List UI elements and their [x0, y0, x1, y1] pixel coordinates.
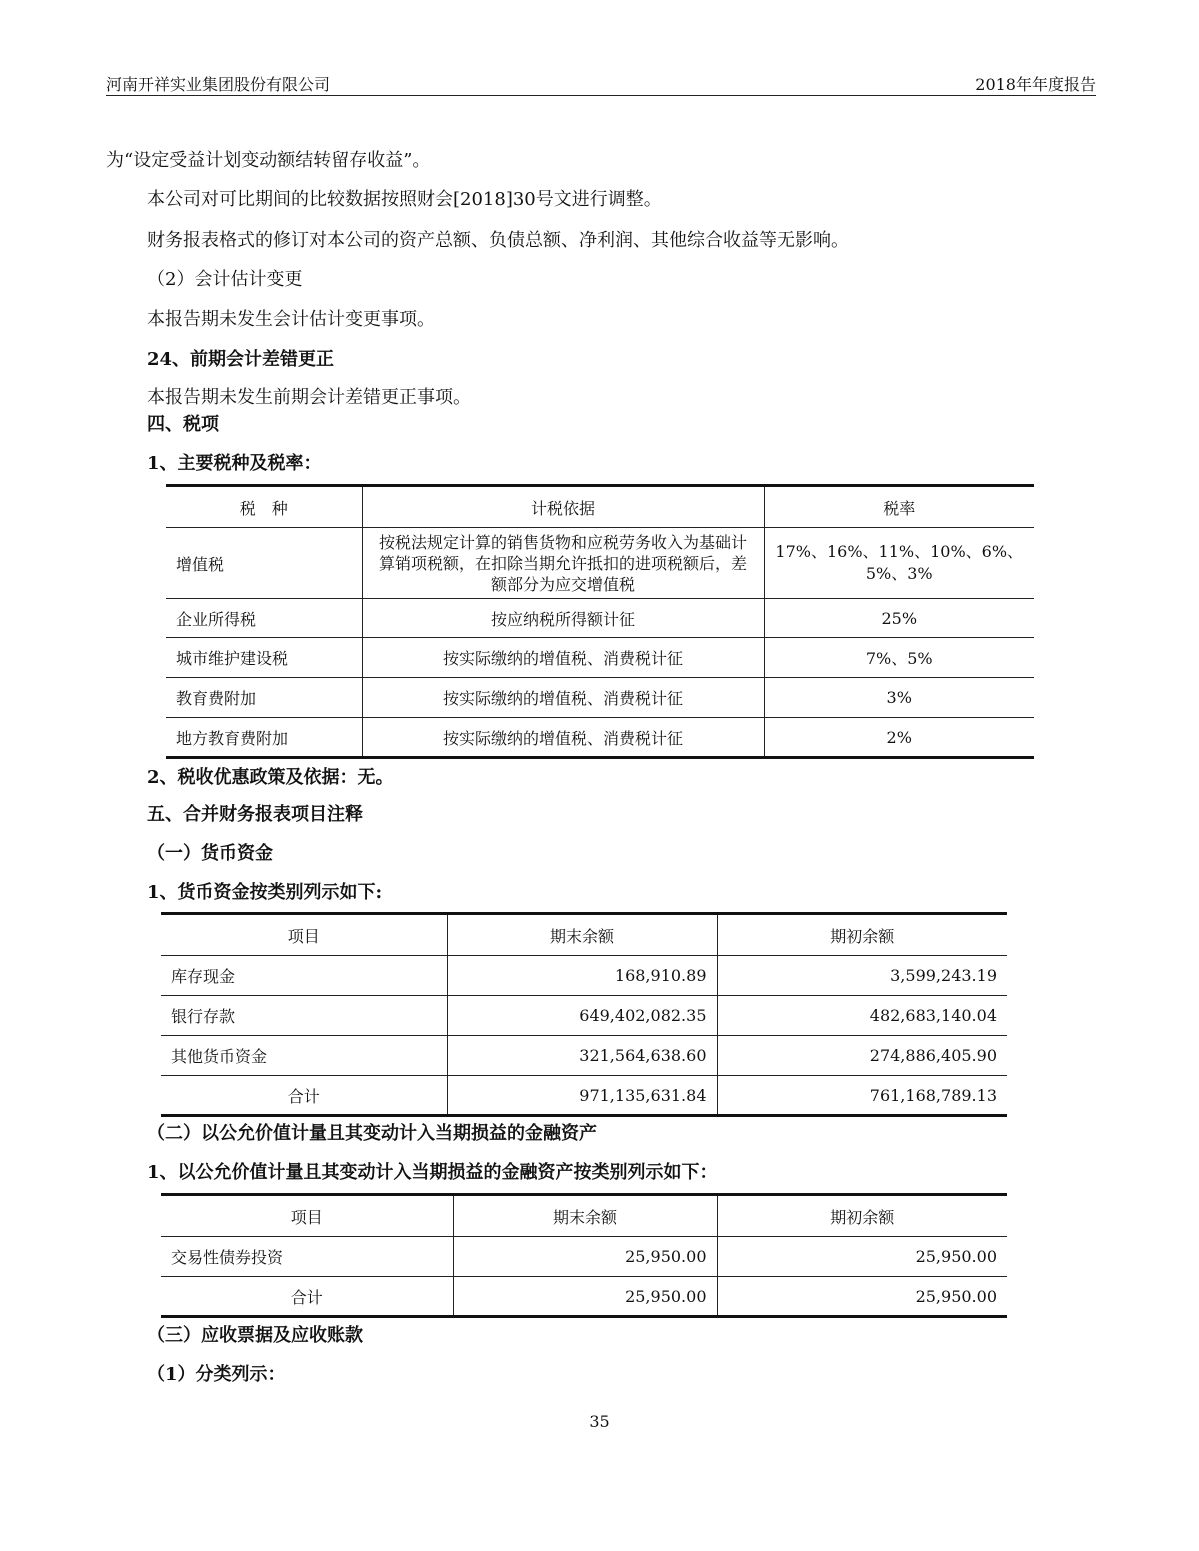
table-total-row	[161, 1076, 1007, 1116]
column-header: 期末余额	[447, 914, 717, 956]
table-row	[166, 599, 1034, 638]
table-cell: 25,950.00	[717, 1277, 1007, 1317]
table-row	[166, 528, 1034, 599]
paragraph: 本报告期未发生前期会计差错更正事项。	[147, 387, 471, 408]
page-number: 35	[589, 1412, 610, 1431]
table-cell: 合计	[161, 1277, 453, 1317]
table-cell: 按实际缴纳的增值税、消费税计征	[362, 718, 764, 758]
table-cell: 教育费附加	[166, 678, 362, 718]
subheading: （2）会计估计变更	[147, 269, 303, 290]
table-header-row	[166, 486, 1034, 528]
section-heading: 2、税收优惠政策及依据：无。	[147, 767, 394, 788]
table-cell: 按实际缴纳的增值税、消费税计征	[362, 638, 764, 678]
table-header-row	[161, 914, 1007, 956]
table-row	[161, 1237, 1007, 1277]
table-cell: 25,950.00	[453, 1277, 717, 1317]
section-heading: （1）分类列示：	[147, 1364, 286, 1385]
table-cell: 地方教育费附加	[166, 718, 362, 758]
table-cell: 企业所得税	[166, 599, 362, 638]
section-heading: 1、以公允价值计量且其变动计入当期损益的金融资产按类别列示如下：	[147, 1162, 718, 1183]
column-header: 项目	[161, 1195, 453, 1237]
column-header: 期末余额	[453, 1195, 717, 1237]
section-heading: 四、税项	[147, 414, 219, 435]
table-cell: 交易性债券投资	[161, 1237, 453, 1277]
table-cell: 银行存款	[161, 996, 447, 1036]
table-cell: 按税法规定计算的销售货物和应税劳务收入为基础计算销项税额，在扣除当期允许抵扣的进项税额后，差额部分为应交增值税	[362, 528, 764, 599]
paragraph: 本公司对可比期间的比较数据按照财会[2018]30号文进行调整。	[147, 189, 662, 210]
column-header: 期初余额	[717, 1195, 1007, 1237]
fair-value-table	[161, 1193, 1007, 1318]
table-cell: 17%、16%、11%、10%、6%、5%、3%	[764, 528, 1034, 599]
table-cell: 增值税	[166, 528, 362, 599]
section-heading: 24、前期会计差错更正	[147, 349, 335, 370]
column-header: 期初余额	[717, 914, 1007, 956]
section-heading: 1、货币资金按类别列示如下:	[147, 882, 383, 903]
paragraph: 财务报表格式的修订对本公司的资产总额、负债总额、净利润、其他综合收益等无影响。	[147, 230, 849, 251]
table-cell: 482,683,140.04	[717, 996, 1007, 1036]
header-company: 河南开祥实业集团股份有限公司	[106, 75, 331, 94]
column-header: 税 种	[166, 486, 362, 528]
header-report-title: 2018年年度报告	[975, 75, 1096, 94]
table-cell: 7%、5%	[764, 638, 1034, 678]
table-cell: 2%	[764, 718, 1034, 758]
section-heading: 1、主要税种及税率：	[147, 453, 322, 474]
section-heading: （三）应收票据及应收账款	[147, 1325, 363, 1346]
table-cell: 761,168,789.13	[717, 1076, 1007, 1116]
column-header: 计税依据	[362, 486, 764, 528]
table-cell: 按实际缴纳的增值税、消费税计征	[362, 678, 764, 718]
column-header: 税率	[764, 486, 1034, 528]
cash-table	[161, 912, 1007, 1117]
section-heading: （一）货币资金	[147, 843, 273, 864]
table-cell: 321,564,638.60	[447, 1036, 717, 1076]
table-cell: 库存现金	[161, 956, 447, 996]
table-cell: 168,910.89	[447, 956, 717, 996]
table-cell: 3%	[764, 678, 1034, 718]
table-total-row	[161, 1277, 1007, 1317]
table-row	[166, 638, 1034, 678]
table-row	[161, 996, 1007, 1036]
table-cell: 25,950.00	[453, 1237, 717, 1277]
table-cell: 971,135,631.84	[447, 1076, 717, 1116]
table-row	[166, 718, 1034, 758]
table-row	[161, 1036, 1007, 1076]
table-cell: 274,886,405.90	[717, 1036, 1007, 1076]
table-cell: 649,402,082.35	[447, 996, 717, 1036]
table-cell: 城市维护建设税	[166, 638, 362, 678]
table-cell: 3,599,243.19	[717, 956, 1007, 996]
header-divider	[106, 95, 1096, 96]
table-cell: 合计	[161, 1076, 447, 1116]
table-cell: 25%	[764, 599, 1034, 638]
column-header: 项目	[161, 914, 447, 956]
table-cell: 25,950.00	[717, 1237, 1007, 1277]
paragraph: 为“设定受益计划变动额结转留存收益”。	[106, 150, 431, 171]
section-heading: （二）以公允价值计量且其变动计入当期损益的金融资产	[147, 1123, 597, 1144]
paragraph: 本报告期未发生会计估计变更事项。	[147, 309, 435, 330]
table-row	[161, 956, 1007, 996]
section-heading: 五、合并财务报表项目注释	[147, 804, 363, 825]
table-cell: 其他货币资金	[161, 1036, 447, 1076]
table-row	[166, 678, 1034, 718]
table-header-row	[161, 1195, 1007, 1237]
tax-table	[166, 484, 1034, 759]
table-cell: 按应纳税所得额计征	[362, 599, 764, 638]
